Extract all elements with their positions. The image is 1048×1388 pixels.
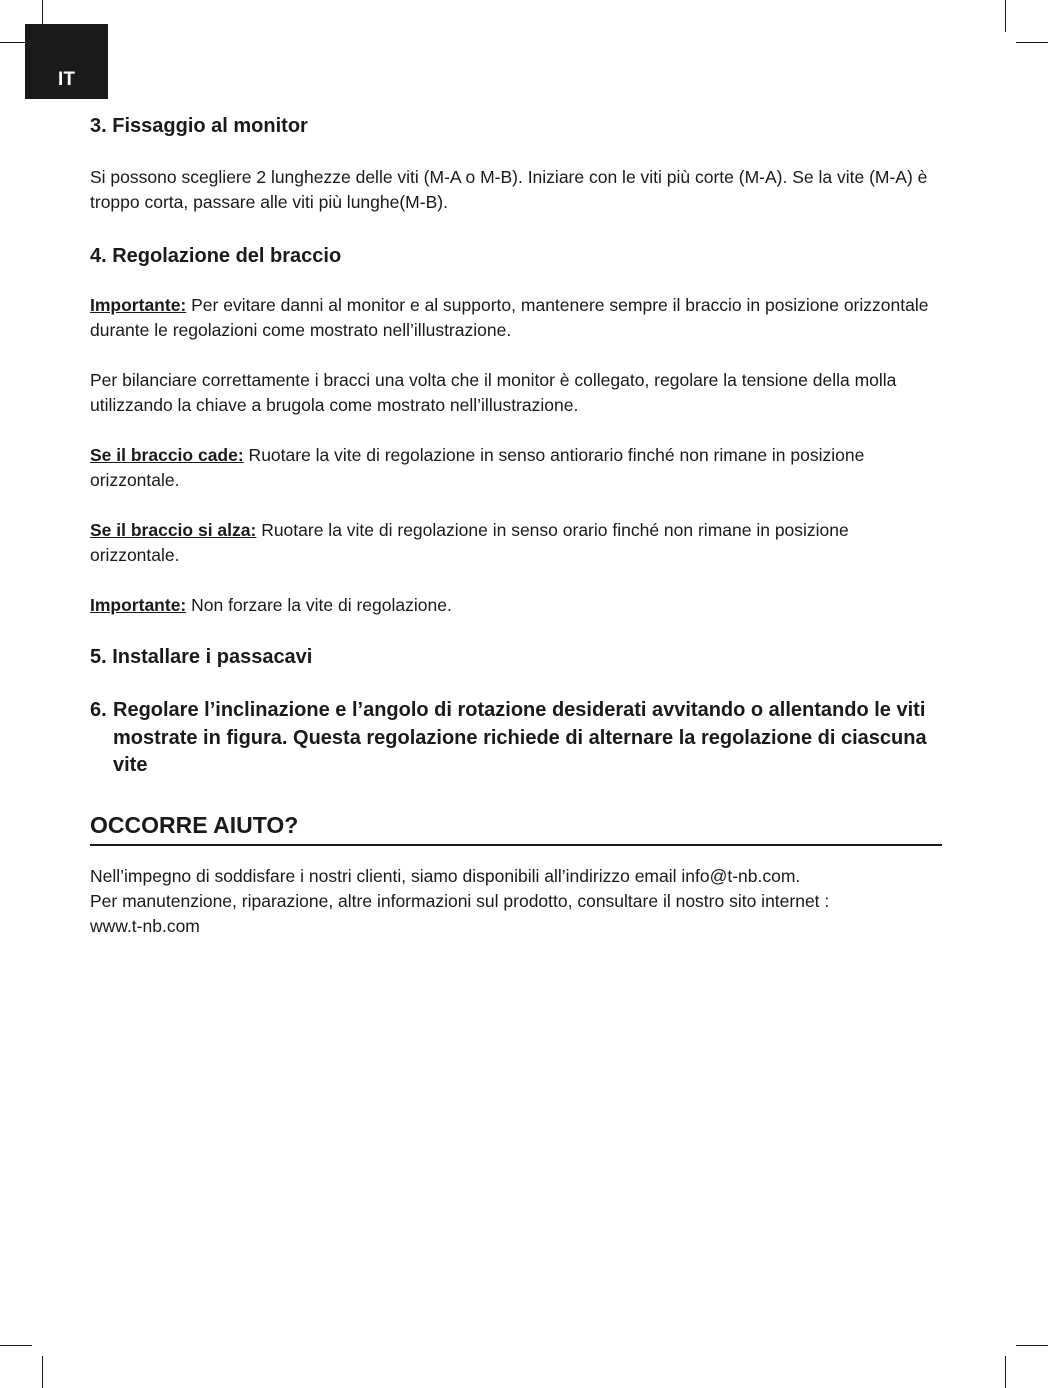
crop-mark <box>0 1345 32 1346</box>
arm-drops-label: Se il braccio cade: <box>90 445 244 465</box>
arm-rises-label: Se il braccio si alza: <box>90 520 257 540</box>
section-4-important-note <box>90 293 942 343</box>
section-6-number: 6. <box>90 699 107 721</box>
arm-drops-note <box>90 443 942 493</box>
important-text: Per evitare danni al monitor e al supporto, mantenere sempre il braccio in posizione orizzontale durante le regolazioni come mostrato nell’illustrazione. <box>90 295 929 340</box>
section-3-text: Si possono scegliere 2 lunghezze delle viti (M-A o M-B). Iniziare con le viti più corte (M-A). Se la vite (M-A) è troppo corta, passare alle viti più lunghe(M-B). <box>90 167 928 212</box>
arm-rises-note <box>90 518 942 568</box>
language-code: IT <box>58 69 75 90</box>
help-title: OCCORRE AIUTO? <box>90 811 299 838</box>
section-4-balance-text: Per bilanciare correttamente i bracci una volta che il monitor è collegato, regolare la tensione della molla utilizzando la chiave a brugola come mostrato nell’illustrazione. <box>90 370 897 415</box>
arm-rises-text: Ruotare la vite di regolazione in senso orario finché non rimane in posizione orizzontale. <box>90 520 849 565</box>
help-divider <box>90 844 942 846</box>
crop-mark <box>1016 1345 1048 1346</box>
important-label: Importante: <box>90 295 187 315</box>
arm-drops-text: Ruotare la vite di regolazione in senso antiorario finché non rimane in posizione orizzontale. <box>90 445 865 490</box>
section-3-title: 3. Fissaggio al monitor <box>90 115 308 137</box>
do-not-force-note <box>90 593 942 618</box>
help-line-2: Per manutenzione, riparazione, altre informazioni sul prodotto, consultare il nostro sito internet : <box>90 890 830 911</box>
document-body <box>90 112 942 939</box>
important-label-2: Importante: <box>90 595 187 615</box>
section-6-title <box>90 697 942 780</box>
crop-mark <box>42 1356 43 1388</box>
section-4-title: 4. Regolazione del braccio <box>90 245 342 267</box>
language-tab <box>25 24 108 99</box>
crop-mark <box>1005 0 1006 32</box>
do-not-force-text: Non forzare la vite di regolazione. <box>186 595 452 615</box>
help-website-link[interactable]: www.t-nb.com <box>90 915 200 936</box>
help-line-1: Nell’impegno di soddisfare i nostri clienti, siamo disponibili all’indirizzo email info@t-nb.com. <box>90 865 801 886</box>
section-5-title: 5. Installare i passacavi <box>90 646 313 668</box>
section-6-text: Regolare l’inclinazione e l’angolo di rotazione desiderati avvitando o allentando le viti mostrate in figura. Questa regolazione richiede di alternare la regolazione di ciascuna vite <box>113 699 927 776</box>
crop-mark <box>1005 1356 1006 1388</box>
crop-mark <box>1016 42 1048 43</box>
